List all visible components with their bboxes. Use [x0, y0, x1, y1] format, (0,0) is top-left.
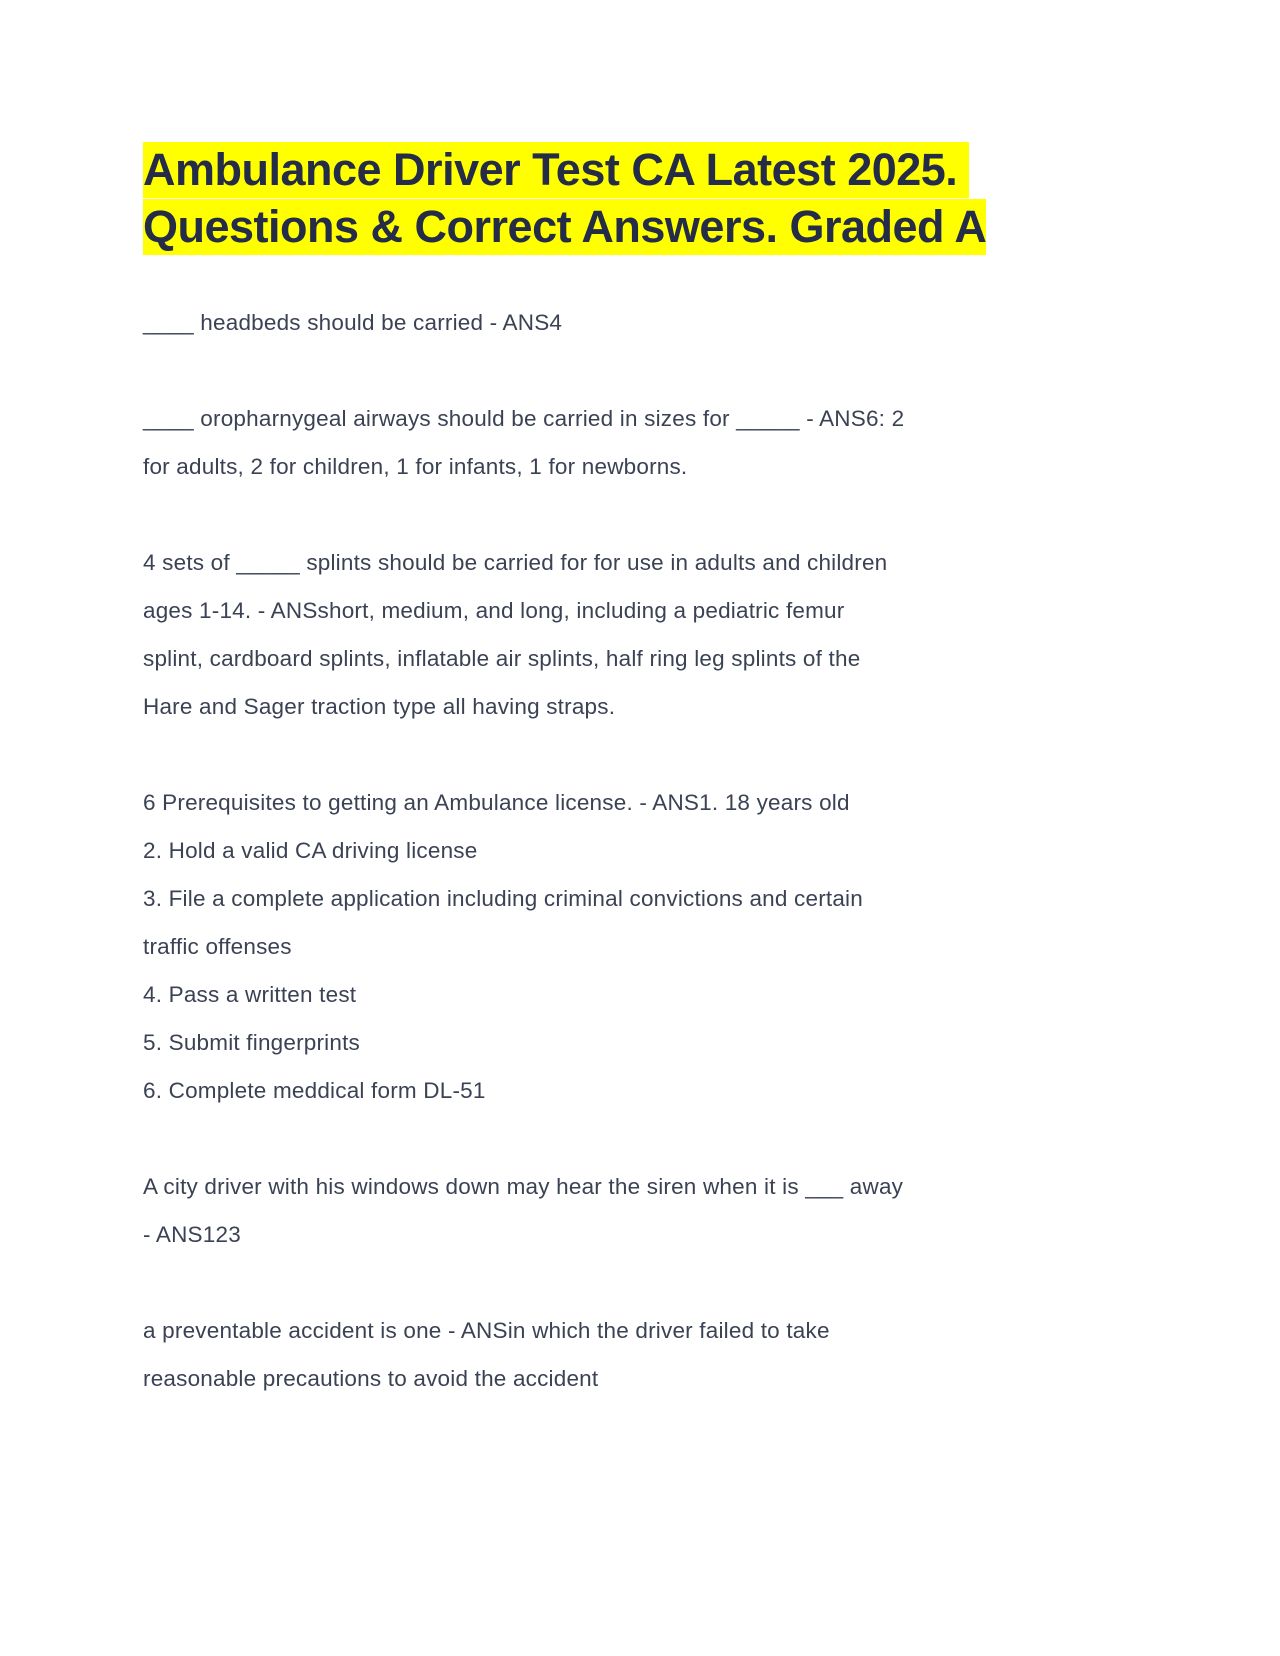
text-line: ____ headbeds should be carried - ANS4 — [143, 310, 563, 335]
title-line — [143, 198, 1160, 255]
title-highlight: Questions & Correct Answers. Graded A — [143, 199, 986, 255]
title-line — [143, 141, 1160, 198]
document-body — [143, 299, 1160, 1403]
text-line: ____ oropharnygeal airways should be carried in sizes for _____ - ANS6: 2 — [143, 406, 905, 431]
text-line: Hare and Sager traction type all having straps. — [143, 694, 616, 719]
text-line: a preventable accident is one - ANSin which the driver failed to take — [143, 1318, 830, 1343]
text-line: 5. Submit fingerprints — [143, 1030, 360, 1055]
paragraph-prerequisites — [143, 779, 1160, 1115]
paragraph-splints — [143, 539, 1160, 731]
paragraph-preventable-accident — [143, 1307, 1160, 1403]
paragraph-headbeds — [143, 299, 1160, 347]
text-line: reasonable precautions to avoid the accident — [143, 1366, 599, 1391]
text-line: traffic offenses — [143, 934, 292, 959]
document-content — [143, 141, 1160, 1451]
text-line: splint, cardboard splints, inflatable air splints, half ring leg splints of the — [143, 646, 861, 671]
document-title — [143, 141, 1160, 255]
text-line: 2. Hold a valid CA driving license — [143, 838, 478, 863]
paragraph-siren-distance — [143, 1163, 1160, 1259]
text-line: for adults, 2 for children, 1 for infants, 1 for newborns. — [143, 454, 688, 479]
text-line: A city driver with his windows down may hear the siren when it is ___ away — [143, 1174, 904, 1199]
text-line: 4. Pass a written test — [143, 982, 357, 1007]
text-line: 3. File a complete application including criminal convictions and certain — [143, 886, 863, 911]
text-line: 6. Complete meddical form DL-51 — [143, 1078, 486, 1103]
paragraph-oropharnygeal-airways — [143, 395, 1160, 491]
text-line: 6 Prerequisites to getting an Ambulance license. - ANS1. 18 years old — [143, 790, 850, 815]
text-line: - ANS123 — [143, 1222, 241, 1247]
text-line: ages 1-14. - ANSshort, medium, and long, including a pediatric femur — [143, 598, 845, 623]
text-line: 4 sets of _____ splints should be carried for for use in adults and children — [143, 550, 888, 575]
title-highlight: Ambulance Driver Test CA Latest 2025. — [143, 142, 969, 198]
